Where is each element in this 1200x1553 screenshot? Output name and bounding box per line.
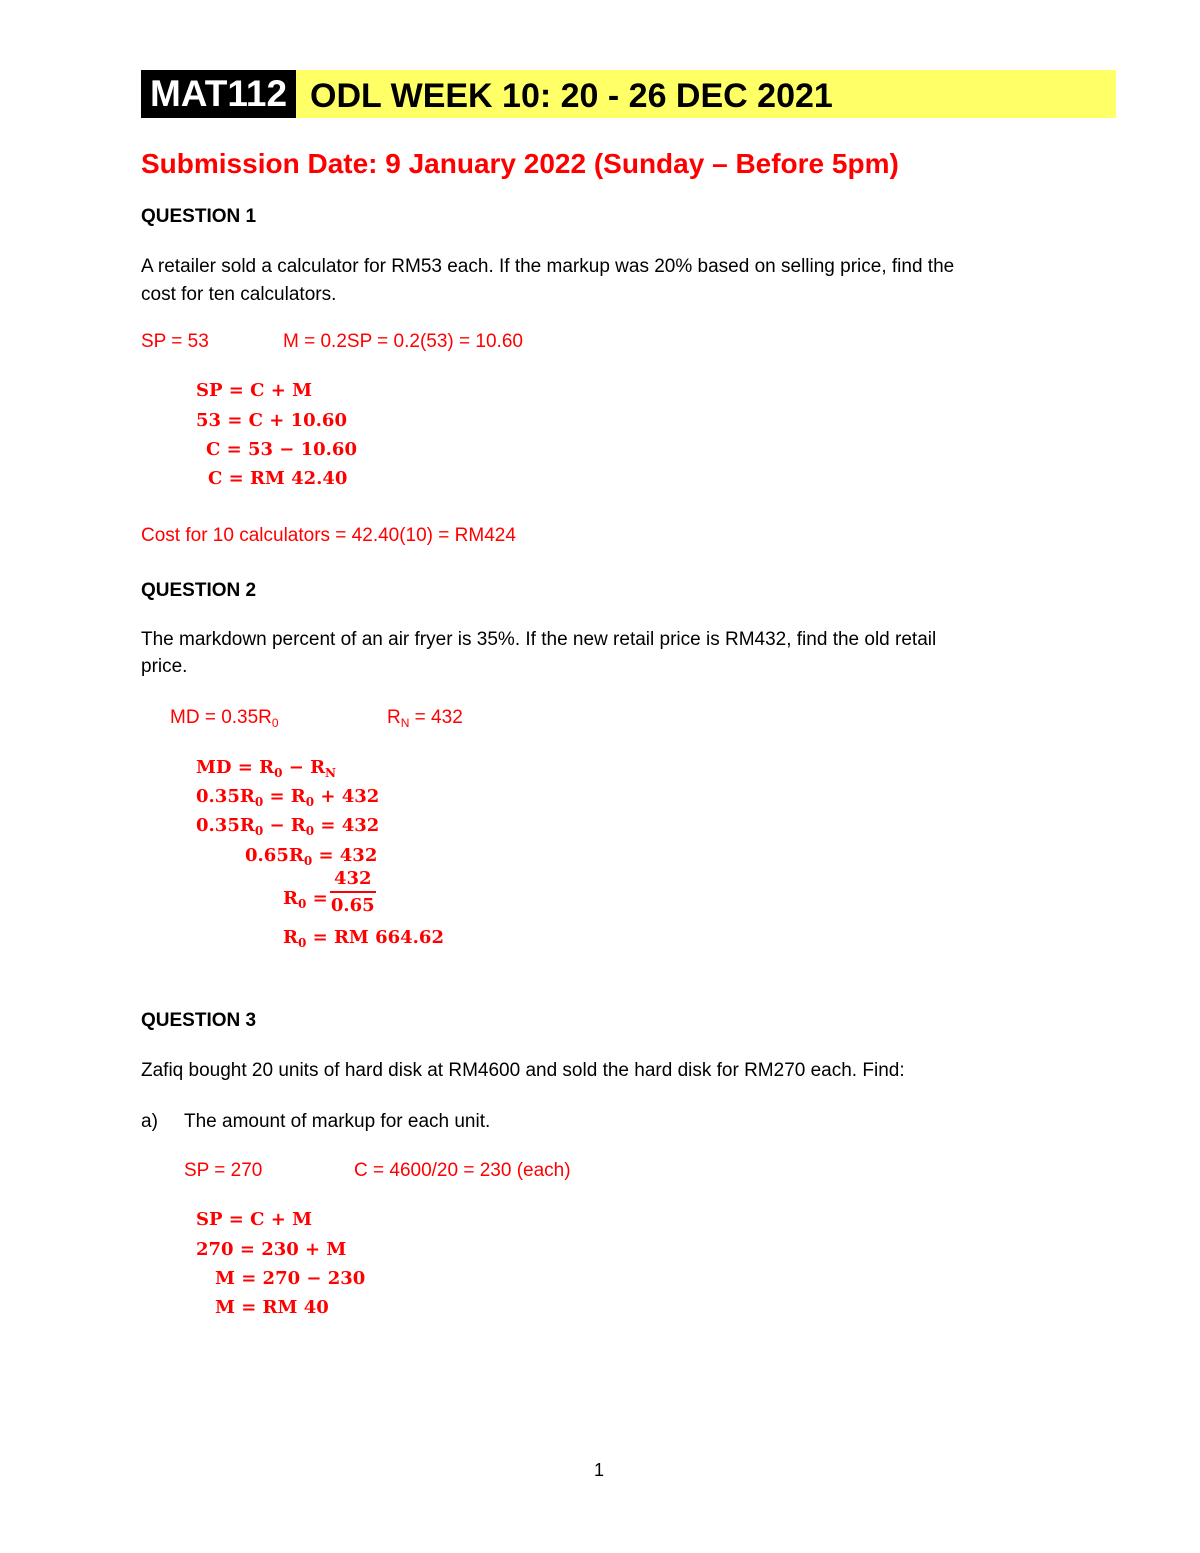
- q2-given-new-price: $R_N = 432$: [387, 707, 463, 730]
- q1-step-4: C = RM 42.40: [208, 468, 348, 489]
- q2-given-markdown: MD = $0.35R_0$: [170, 707, 279, 730]
- question-1-text-line-1: A retailer sold a calculator for RM53 each. If the markup was 20% based on selling price, find the: [141, 256, 955, 277]
- q2-step-6: $R_0$ = RM 664.62: [283, 927, 444, 950]
- q3-part-a-text: The amount of markup for each unit.: [184, 1111, 491, 1132]
- q1-step-2: 53 = C + 10.60: [196, 410, 347, 431]
- q3-step-4: M = RM 40: [215, 1297, 329, 1318]
- q3-step-1: SP = C + M: [196, 1209, 313, 1230]
- q3-step-2: 270 = 230 + M: [196, 1239, 347, 1260]
- page-number: 1: [594, 1460, 605, 1480]
- q2-fraction: [330, 868, 376, 916]
- q1-given-markup: M = 0.2SP = 0.2(53) = 10.60: [283, 331, 523, 352]
- q2-step-4: $0.65R_0 = 432$: [245, 845, 378, 868]
- q1-given-selling-price: SP = 53: [141, 331, 209, 352]
- question-2-text-line-1: The markdown percent of an air fryer is 35%. If the new retail price is RM432, find the old retail: [141, 629, 937, 650]
- submission-date: Submission Date: 9 January 2022 (Sunday – Before 5pm): [141, 148, 899, 179]
- q1-answer: Cost for 10 calculators = 42.40(10) = RM424: [141, 525, 516, 546]
- q2-step-1: MD = $R_0 - R_N$: [196, 757, 337, 780]
- q1-step-1: SP = C + M: [196, 380, 313, 401]
- fraction-bar: [330, 891, 376, 893]
- q3-step-3: M = 270 − 230: [215, 1268, 366, 1289]
- question-1-heading: QUESTION 1: [141, 206, 257, 227]
- q3-part-a-label: a): [141, 1111, 158, 1132]
- fraction-denominator: 0.65: [330, 895, 375, 916]
- q3-given-selling-price: SP = 270: [184, 1160, 263, 1181]
- question-2-text-line-2: price.: [141, 656, 188, 677]
- question-3-heading: QUESTION 3: [141, 1010, 257, 1031]
- question-1-text-line-2: cost for ten calculators.: [141, 284, 337, 305]
- fraction-numerator: 432: [334, 868, 372, 889]
- week-title: ODL WEEK 10: 20 - 26 DEC 2021: [310, 77, 833, 115]
- q3-given-cost: C = 4600/20 = 230 (each): [354, 1160, 571, 1181]
- q2-step-5: $R_0$ =: [283, 888, 328, 911]
- question-3-text: Zafiq bought 20 units of hard disk at RM4600 and sold the hard disk for RM270 each. Find:: [141, 1060, 905, 1081]
- q2-step-2: $0.35R_0 = R_0 + 432$: [196, 786, 380, 809]
- q1-step-3: C = 53 − 10.60: [206, 439, 357, 460]
- q2-step-3: $0.35R_0 - R_0 = 432$: [196, 815, 380, 838]
- question-2-heading: QUESTION 2: [141, 580, 257, 601]
- course-code-badge: MAT112: [141, 70, 296, 118]
